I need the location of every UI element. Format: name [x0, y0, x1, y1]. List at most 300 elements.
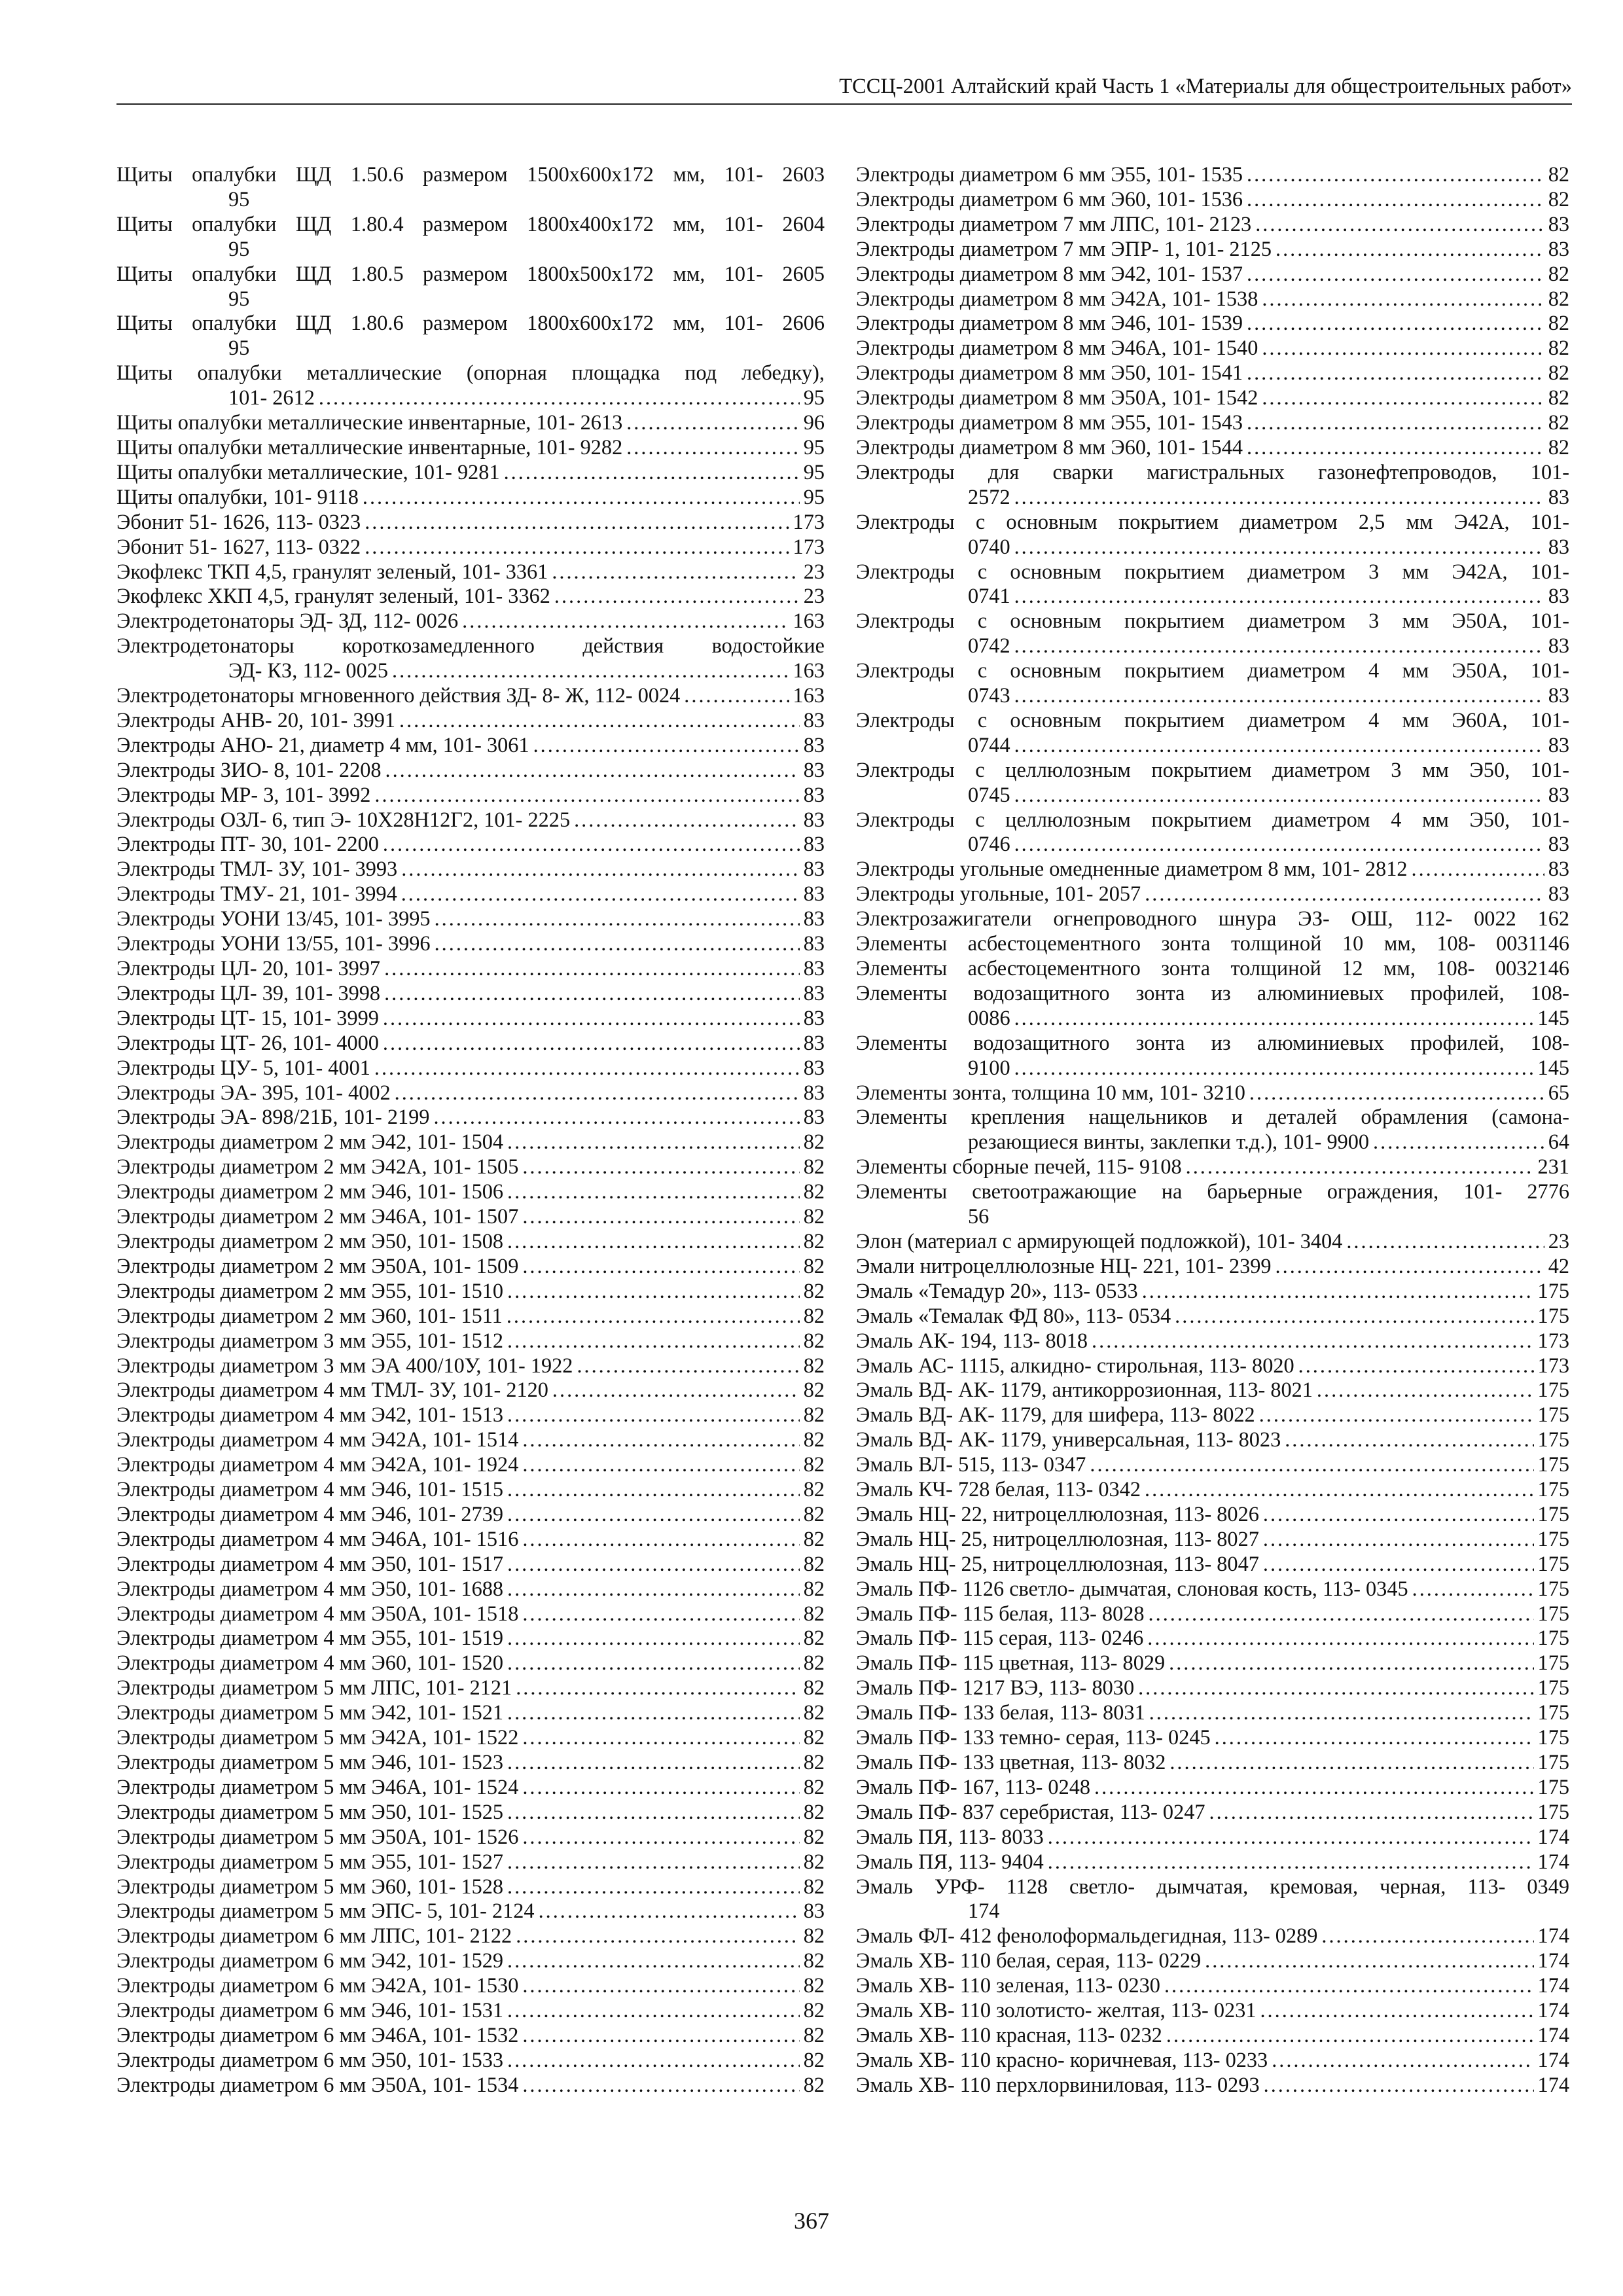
entry-text-continued: 0741: [968, 584, 1010, 608]
entry-line: [856, 1750, 1569, 1775]
entry-page: 175: [1537, 1378, 1569, 1402]
entry-page: 173: [1537, 1353, 1569, 1377]
entry-page: 175: [1537, 1303, 1569, 1327]
entry-line: [856, 1452, 1569, 1477]
index-entry: [116, 1651, 825, 1676]
dot-leader: [374, 783, 799, 808]
entry-line-continued: [856, 1006, 1569, 1031]
index-entry: [856, 857, 1569, 882]
entry-page: 163: [793, 658, 825, 683]
index-entry: [856, 1552, 1569, 1577]
entry-page: 145: [1537, 1055, 1569, 1079]
entry-line-first: [116, 162, 825, 187]
entry-text: Эмаль НЦ- 22, нитроцеллюлозная, 113- 8026: [856, 1501, 1259, 1526]
page-number: 367: [794, 2208, 829, 2234]
entry-text: Электроды угольные, 101- 2057: [856, 882, 1141, 906]
entry-line: [116, 1775, 825, 1800]
dot-leader: [401, 857, 799, 882]
index-entry: [116, 1105, 825, 1130]
dot-leader: [1014, 485, 1544, 510]
entry-line-first: [116, 311, 825, 336]
entry-text: Эмаль ПФ- 133 белая, 113- 8031: [856, 1700, 1145, 1725]
dot-leader: [507, 1304, 800, 1329]
dot-leader: [383, 1006, 800, 1031]
entry-text: Эмаль ФЛ- 412 фенолоформальдегидная, 113- 0289: [856, 1924, 1318, 1948]
index-entry: [856, 1403, 1569, 1427]
dot-leader: [401, 882, 800, 906]
entry-text: Электроды для сварки магистральных газонефтепроводов, 101-: [856, 459, 1569, 484]
index-entry: [856, 311, 1569, 336]
entry-text: Щиты опалубки ЩД 1.80.5 размером 1800х500х172 мм, 101- 2605: [116, 261, 825, 285]
entry-page: 82: [803, 1378, 825, 1402]
index-entry: [856, 2073, 1569, 2098]
index-entry: [116, 634, 825, 683]
index-entry: [116, 1899, 825, 1924]
entry-text: Эмаль ХВ- 110 белая, серая, 113- 0229: [856, 1948, 1202, 1973]
index-entry: [856, 1948, 1569, 1973]
entry-text-continued: 0740: [968, 534, 1010, 558]
dot-leader: [1263, 1502, 1534, 1527]
entry-page: 82: [1548, 311, 1569, 335]
entry-line: [116, 1204, 825, 1229]
dot-leader: [533, 733, 800, 758]
dot-leader: [507, 1874, 800, 1899]
entry-page: 83: [803, 882, 825, 906]
entry-page: 175: [1537, 1626, 1569, 1650]
entry-line: [116, 832, 825, 857]
entry-line: [856, 1403, 1569, 1427]
index-entry: [116, 1254, 825, 1279]
index-entry: [116, 485, 825, 510]
entry-text: Эмаль ПФ- 837 серебристая, 113- 0247: [856, 1799, 1205, 1823]
index-entry: [116, 2023, 825, 2048]
entry-line: [856, 1378, 1569, 1403]
entry-page: 42: [1548, 1253, 1569, 1278]
entry-line-first: [856, 609, 1569, 634]
entry-text: Эмаль ПФ- 133 цветная, 113- 8032: [856, 1750, 1166, 1774]
entry-page: 82: [803, 1303, 825, 1327]
entry-page: 82: [803, 2072, 825, 2096]
entry-text: Электроды диаметром 8 мм Э55, 101- 1543: [856, 410, 1243, 435]
entry-page: 82: [803, 1452, 825, 1477]
index-entry: [116, 510, 825, 535]
entry-text: Электроды диаметром 4 мм Э46, 101- 1515: [116, 1477, 504, 1501]
index-entry: [856, 1577, 1569, 1602]
dot-leader: [1373, 1130, 1544, 1155]
entry-page: 83: [1548, 584, 1569, 608]
entry-text: Электроды диаметром 2 мм Э55, 101- 1510: [116, 1278, 504, 1302]
entry-page: 95: [803, 386, 825, 410]
dot-leader: [522, 1254, 799, 1279]
entry-line-first: [856, 708, 1569, 733]
index-entry: [856, 237, 1569, 262]
entry-text: Эмаль АК- 194, 113- 8018: [856, 1328, 1088, 1352]
index-entry: [116, 1155, 825, 1179]
entry-line: [116, 758, 825, 783]
entry-line: [116, 906, 825, 931]
dot-leader: [507, 1651, 800, 1676]
index-entry: [856, 287, 1569, 312]
dot-leader: [522, 1155, 799, 1179]
entry-line-page: [116, 237, 825, 262]
entry-text: Электроды диаметром 5 мм ЛПС, 101- 2121: [116, 1676, 512, 1700]
index-entry: [856, 262, 1569, 287]
index-entry: [856, 1229, 1569, 1254]
index-entry: [856, 386, 1569, 410]
entry-page: 82: [803, 1229, 825, 1253]
entry-line: [856, 1577, 1569, 1602]
index-entry: [116, 1552, 825, 1577]
entry-text: Эмаль ХВ- 110 золотисто- желтая, 113- 0231: [856, 1998, 1257, 2022]
entry-line: [856, 2048, 1569, 2073]
entry-text: Электроды диаметром 6 мм Э42А, 101- 1530: [116, 1973, 519, 1998]
entry-line: [116, 1750, 825, 1775]
entry-text: Электроды диаметром 5 мм Э42, 101- 1521: [116, 1700, 504, 1725]
entry-page: 95: [803, 459, 825, 484]
entry-text: Электроды ЦТ- 26, 101- 4000: [116, 1030, 379, 1054]
entry-text: Электроды диаметром 8 мм Э60, 101- 1544: [856, 435, 1243, 459]
entry-line: [856, 2023, 1569, 2048]
entry-line: [116, 1006, 825, 1031]
entry-page: 65: [1548, 1080, 1569, 1104]
entry-text: Электродетонаторы ЭД- ЗД, 112- 0026: [116, 609, 459, 633]
dot-leader: [1263, 1552, 1534, 1577]
index-entry: [116, 1626, 825, 1651]
entry-text: Эмаль ПЯ, 113- 8033: [856, 1824, 1044, 1848]
dot-leader: [384, 956, 800, 981]
dot-leader: [1166, 2023, 1534, 2048]
entry-text: Эмаль НЦ- 25, нитроцеллюлозная, 113- 8047: [856, 1551, 1259, 1575]
dot-leader: [385, 758, 800, 783]
index-entry: [116, 906, 825, 931]
index-entry: [856, 758, 1569, 808]
entry-text: Электроды АНВ- 20, 101- 3991: [116, 708, 396, 732]
dot-leader: [507, 1998, 800, 2023]
dot-leader: [507, 1229, 800, 1254]
entry-page: 83: [803, 708, 825, 732]
dot-leader: [1048, 1850, 1534, 1874]
entry-line: [856, 1700, 1569, 1725]
entry-line: [856, 1775, 1569, 1800]
entry-text: Электроды диаметром 5 мм Э46А, 101- 1524: [116, 1774, 519, 1799]
dot-leader: [507, 1502, 800, 1527]
entry-line: [116, 1527, 825, 1552]
entry-text: Электроды диаметром 6 мм Э46, 101- 1531: [116, 1998, 504, 2022]
entry-page: 82: [803, 1501, 825, 1526]
dot-leader: [507, 1948, 800, 1973]
entry-page: 174: [1537, 1973, 1569, 1998]
index-entry: [116, 1800, 825, 1825]
index-entry: [116, 1850, 825, 1874]
dot-leader: [1094, 1775, 1534, 1800]
index-entry: [116, 1354, 825, 1378]
entry-line: [116, 1378, 825, 1403]
index-entry: [116, 1477, 825, 1502]
entry-text: Электроды ЗИО- 8, 101- 2208: [116, 757, 382, 781]
index-entry: [856, 609, 1569, 658]
entry-line: [116, 1403, 825, 1427]
dot-leader: [1014, 683, 1544, 708]
dot-leader: [552, 560, 799, 584]
entry-page: 82: [1548, 336, 1569, 360]
index-entry: [856, 1700, 1569, 1725]
index-entry: [856, 1304, 1569, 1329]
entry-page: 145: [1537, 1005, 1569, 1030]
entry-text-continued: 101- 2612: [228, 386, 315, 410]
entry-page: 174: [1537, 1998, 1569, 2022]
entry-line: [116, 783, 825, 808]
entry-text: Экофлекс ХКП 4,5, гранулят зеленый, 101- 3362: [116, 584, 550, 608]
index-entry: [856, 1626, 1569, 1651]
index-entry: [856, 435, 1569, 460]
entry-page: 173: [793, 509, 825, 533]
entry-page: 82: [803, 1948, 825, 1973]
dot-leader: [1247, 162, 1544, 187]
dot-leader: [516, 1924, 800, 1948]
entry-text: Электроды диаметром 2 мм Э42А, 101- 1505: [116, 1155, 519, 1179]
entry-text: Электроды диаметром 5 мм Э60, 101- 1528: [116, 1874, 504, 1898]
dot-leader: [507, 1179, 800, 1204]
index-entry: [116, 1676, 825, 1700]
dot-leader: [319, 386, 800, 410]
dot-leader: [1285, 1427, 1533, 1452]
entry-line-continued: [856, 832, 1569, 857]
entry-line-continued: [856, 1130, 1569, 1155]
entry-text: Электроды диаметром 8 мм Э46А, 101- 1540: [856, 336, 1258, 360]
index-entry: [856, 1452, 1569, 1477]
dot-leader: [1169, 1750, 1533, 1775]
entry-text-continued: 2572: [968, 484, 1010, 509]
entry-page: 174: [1537, 2022, 1569, 2047]
dot-leader: [1092, 1329, 1534, 1354]
entry-text: Эмаль ПЯ, 113- 9404: [856, 1849, 1044, 1873]
entry-line: [856, 237, 1569, 262]
entry-text-continued: ЭД- КЗ, 112- 0025: [228, 658, 389, 683]
dot-leader: [507, 1279, 800, 1304]
entry-page: 175: [1537, 1601, 1569, 1625]
entry-line-first: [856, 808, 1569, 833]
entry-text: Электроды диаметром 4 мм Э42А, 101- 1924: [116, 1452, 519, 1477]
entry-text: Электроды диаметром 4 мм Э50А, 101- 1518: [116, 1601, 519, 1625]
index-entry: [116, 311, 825, 361]
entry-line: [116, 1452, 825, 1477]
entry-text: Электроды диаметром 6 мм Э50, 101- 1533: [116, 2047, 504, 2072]
entry-page: 82: [803, 1130, 825, 1154]
entry-page: 82: [803, 1973, 825, 1998]
entry-page: 174: [1537, 2047, 1569, 2072]
index-entry: [116, 1973, 825, 1998]
entry-page: 83: [1548, 782, 1569, 806]
dot-leader: [363, 485, 800, 510]
entry-page: 82: [1548, 361, 1569, 385]
entry-line: [856, 1602, 1569, 1626]
dot-leader: [1209, 1800, 1534, 1825]
dot-leader: [507, 1800, 800, 1825]
entry-text: Эмаль НЦ- 25, нитроцеллюлозная, 113- 8027: [856, 1526, 1259, 1551]
entry-line: [116, 1031, 825, 1056]
entry-line: [116, 1155, 825, 1179]
dot-leader: [1014, 783, 1544, 808]
entry-page: 96: [803, 410, 825, 435]
entry-page: 83: [803, 782, 825, 806]
entry-text: Электроды диаметром 4 мм Э50, 101- 1688: [116, 1576, 504, 1600]
entry-line: [856, 287, 1569, 312]
index-entry: [116, 535, 825, 560]
index-entry: [116, 1179, 825, 1204]
entry-text: Щиты опалубки, 101- 9118: [116, 484, 359, 509]
entry-page: 175: [1537, 1452, 1569, 1477]
entry-page: 23: [803, 584, 825, 608]
entry-page: 82: [803, 1824, 825, 1848]
index-entry: [856, 1527, 1569, 1552]
dot-leader: [1247, 311, 1544, 336]
entry-line-continued: [856, 783, 1569, 808]
entry-text: Электроды ТМУ- 21, 101- 3994: [116, 882, 397, 906]
entry-text: Электроды с целлюлозным покрытием диаметром 3 мм Э50, 101-: [856, 757, 1569, 781]
entry-text: Элементы светоотражающие на барьерные ограждения, 101- 2776: [856, 1179, 1569, 1204]
entry-line: [856, 1825, 1569, 1850]
index-entry: [856, 1031, 1569, 1081]
dot-leader: [1014, 1006, 1534, 1031]
entry-line: [116, 1924, 825, 1948]
entry-text: Эмаль ПФ- 115 белая, 113- 8028: [856, 1601, 1145, 1625]
entry-line-first: [856, 560, 1569, 584]
entry-text: Электроды диаметром 2 мм Э42, 101- 1504: [116, 1130, 504, 1154]
dot-leader: [433, 1105, 799, 1130]
entry-page: 82: [803, 1849, 825, 1873]
index-entry: [856, 1279, 1569, 1304]
entry-text: Электроды диаметром 6 мм Э55, 101- 1535: [856, 162, 1243, 186]
entry-line: [116, 1081, 825, 1105]
entry-text: Эмаль ПФ- 1126 светло- дымчатая, слоновая кость, 113- 0345: [856, 1576, 1408, 1600]
dot-leader: [1262, 386, 1544, 410]
entry-text: Элементы крепления нащельников и деталей обрамления (самона-: [856, 1105, 1569, 1129]
index-entry: [856, 1998, 1569, 2023]
index-entry: [116, 1874, 825, 1899]
entry-page: 82: [803, 1576, 825, 1600]
index-entry: [116, 560, 825, 584]
index-entry: [856, 212, 1569, 237]
entry-line: [116, 1651, 825, 1676]
entry-page: 175: [1537, 1526, 1569, 1551]
dot-leader: [507, 1626, 800, 1651]
dot-leader: [507, 1130, 800, 1155]
index-entry: [116, 262, 825, 312]
dot-leader: [507, 1750, 800, 1775]
entry-text: Электроды диаметром 4 мм Э42, 101- 1513: [116, 1403, 504, 1427]
dot-leader: [365, 510, 789, 535]
entry-text: Электроды ЦТ- 15, 101- 3999: [116, 1005, 379, 1030]
index-entry: [116, 1775, 825, 1800]
entry-line: [856, 1998, 1569, 2023]
entry-page: 23: [1548, 1229, 1569, 1253]
entry-page: 83: [803, 757, 825, 781]
entry-text: Электроды диаметром 6 мм Э50А, 101- 1534: [116, 2072, 519, 2096]
entry-text: Элементы сборные печей, 115- 9108: [856, 1155, 1182, 1179]
entry-line: [856, 1081, 1569, 1105]
dot-leader: [1149, 1602, 1534, 1626]
dot-leader: [507, 1552, 800, 1577]
entry-text-continued: 0742: [968, 634, 1010, 658]
entry-line: [116, 1700, 825, 1725]
entry-text: Щиты опалубки ЩД 1.50.6 размером 1500х600х172 мм, 101- 2603: [116, 162, 825, 186]
entry-text: Эмаль КЧ- 728 белая, 113- 0342: [856, 1477, 1141, 1501]
entry-page: 175: [1537, 1501, 1569, 1526]
entry-line: [116, 1874, 825, 1899]
entry-text: Электроды АНО- 21, диаметр 4 мм, 101- 3061: [116, 732, 529, 757]
entry-page: 82: [803, 1774, 825, 1799]
entry-line: [116, 1427, 825, 1452]
entry-page: 175: [1537, 1774, 1569, 1799]
entry-page: 82: [803, 1328, 825, 1352]
dot-leader: [522, 1825, 799, 1850]
entry-line: [856, 386, 1569, 410]
entry-line-first: [856, 1105, 1569, 1130]
entry-line: [856, 1427, 1569, 1452]
dot-leader: [1090, 1452, 1533, 1477]
entry-line: [856, 857, 1569, 882]
entry-page: 175: [1537, 1427, 1569, 1452]
entry-text: Электроды с основным покрытием диаметром 2,5 мм Э42А, 101-: [856, 509, 1569, 533]
entry-line: [856, 1850, 1569, 1874]
index-entry: [116, 410, 825, 435]
entry-text: Электроды ТМЛ- 3У, 101- 3993: [116, 857, 398, 881]
entry-page: 163: [793, 683, 825, 708]
index-entry: [116, 1006, 825, 1031]
entry-line: [856, 1477, 1569, 1502]
entry-text: Электроды МР- 3, 101- 3992: [116, 782, 371, 806]
entry-page: 82: [1548, 286, 1569, 310]
entry-line: [856, 410, 1569, 435]
index-entry: [116, 460, 825, 485]
entry-line: [856, 336, 1569, 361]
entry-page: 95: [803, 484, 825, 509]
index-entry: [856, 1676, 1569, 1700]
entry-page: 175: [1537, 1700, 1569, 1725]
dot-leader: [522, 1775, 799, 1800]
entry-text: Эмаль АС- 1115, алкидно- стирольная, 113- 8020: [856, 1353, 1294, 1377]
entry-page: 83: [1548, 683, 1569, 708]
index-entry: [116, 1452, 825, 1477]
entry-line: [116, 931, 825, 956]
entry-line: [856, 1229, 1569, 1254]
entry-line-first: [856, 758, 1569, 783]
index-entry: [856, 1378, 1569, 1403]
entry-page: 83: [803, 1005, 825, 1030]
entry-page: 82: [1548, 435, 1569, 459]
dot-leader: [522, 2073, 799, 2098]
entry-page: 83: [1548, 534, 1569, 558]
entry-page: 175: [1537, 1576, 1569, 1600]
dot-leader: [1259, 1403, 1534, 1427]
index-entry: [116, 808, 825, 833]
entry-line: [116, 1477, 825, 1502]
entry-line-continued: [856, 733, 1569, 758]
dot-leader: [1247, 262, 1544, 287]
index-entry: [856, 1874, 1569, 1924]
entry-page: 95: [803, 435, 825, 459]
entry-line: [116, 1850, 825, 1874]
index-entry: [116, 832, 825, 857]
entry-line: [856, 1527, 1569, 1552]
entry-text: Электроды диаметром 8 мм Э50А, 101- 1542: [856, 386, 1258, 410]
entry-page: 174: [1537, 1924, 1569, 1948]
entry-line: [856, 1304, 1569, 1329]
index-entry: [856, 1651, 1569, 1676]
entry-line-first: [116, 212, 825, 237]
entry-line-page: [116, 336, 825, 361]
entry-page: 83: [803, 832, 825, 856]
